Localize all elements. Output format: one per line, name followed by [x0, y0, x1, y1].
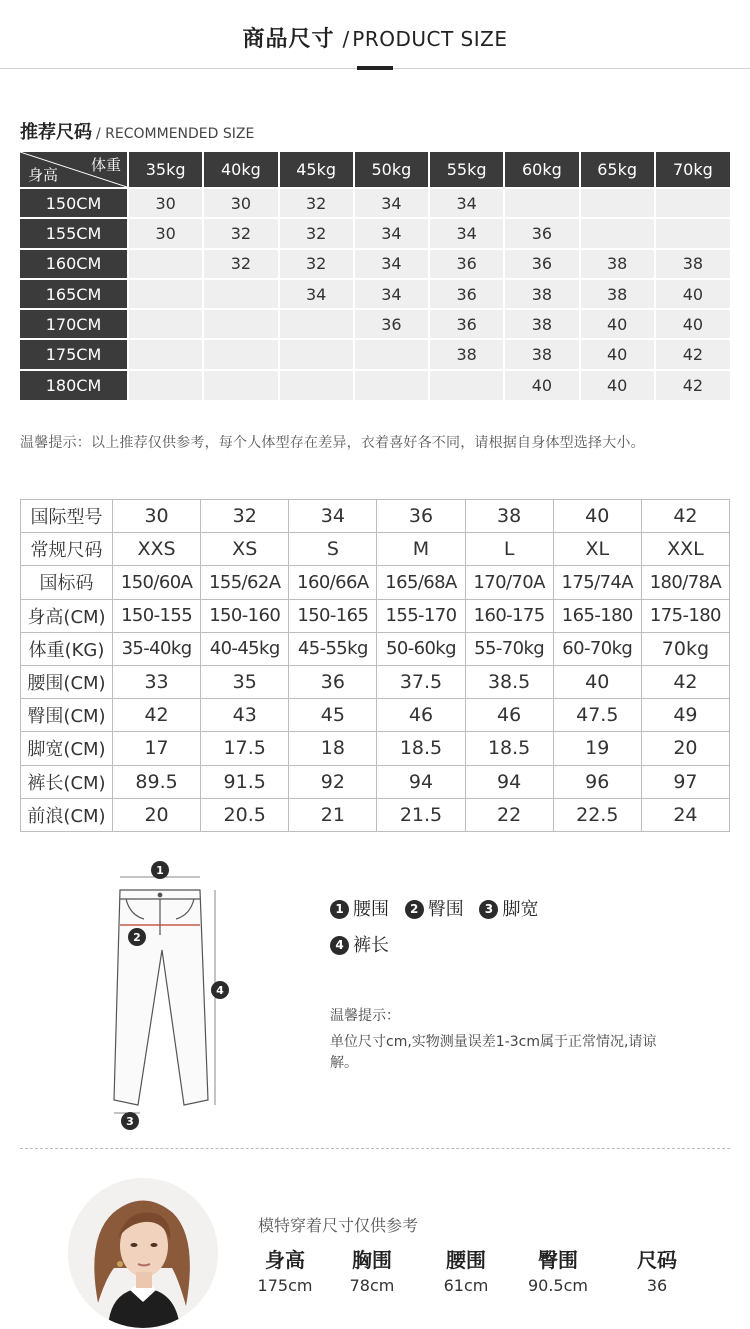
size-spec-cell: XXS: [113, 533, 201, 566]
weight-header: 60kg: [504, 152, 579, 188]
recommended-size-cell: 38: [504, 339, 579, 369]
recommended-heading: [20, 118, 254, 144]
recommended-size-cell: [279, 370, 354, 400]
recommended-size-cell: 32: [203, 218, 278, 248]
recommended-size-cell: [203, 309, 278, 339]
legend-number: 1: [330, 900, 349, 919]
size-spec-cell: M: [377, 533, 465, 566]
recommended-row: [20, 309, 730, 339]
size-spec-cell: L: [465, 533, 553, 566]
recommended-size-cell: 40: [580, 370, 655, 400]
size-spec-cell: 37.5: [377, 665, 465, 698]
model-avatar: [68, 1178, 218, 1328]
size-spec-cell: 20: [641, 732, 729, 765]
size-spec-cell: 22: [465, 798, 553, 831]
legend-label: 腰围: [353, 899, 389, 920]
size-spec-cell: 49: [641, 699, 729, 732]
recommended-size-cell: [279, 309, 354, 339]
model-stat-value: 175cm: [257, 1276, 313, 1295]
size-spec-label: 国标码: [21, 566, 113, 599]
recommendation-tip: 温馨提示：以上推荐仅供参考，每个人体型存在差异，衣着喜好各不同，请根据自身体型选择大小。: [20, 435, 645, 451]
marker-1-label: 1: [156, 864, 164, 877]
size-spec-cell: 40: [553, 665, 641, 698]
size-spec-cell: 40-45kg: [201, 632, 289, 665]
recommended-size-cell: 40: [580, 339, 655, 369]
size-spec-cell: 38.5: [465, 665, 553, 698]
size-spec-row: [21, 765, 730, 798]
recommended-size-cell: 30: [128, 218, 203, 248]
size-spec-label: 脚宽(CM): [21, 732, 113, 765]
recommended-size-cell: 34: [279, 279, 354, 309]
height-row-header: 155CM: [20, 218, 128, 248]
weight-header: 40kg: [203, 152, 278, 188]
size-spec-label: 常规尺码: [21, 533, 113, 566]
size-spec-cell: 96: [553, 765, 641, 798]
size-spec-cell: 180/78A: [641, 566, 729, 599]
weight-header: 45kg: [279, 152, 354, 188]
recommended-size-cell: 34: [354, 188, 429, 218]
legend-label: 脚宽: [502, 899, 539, 920]
recommended-size-cell: 32: [279, 188, 354, 218]
page-title-en: PRODUCT SIZE: [352, 27, 508, 51]
recommended-row: [20, 249, 730, 279]
size-spec-row: [21, 699, 730, 732]
size-spec-row: [21, 732, 730, 765]
recommended-row: [20, 279, 730, 309]
height-row-header: 180CM: [20, 370, 128, 400]
recommended-size-cell: 38: [504, 309, 579, 339]
model-stat-value: 36: [646, 1276, 668, 1295]
recommended-size-cell: [429, 370, 504, 400]
recommended-size-cell: 40: [504, 370, 579, 400]
size-spec-cell: 32: [201, 500, 289, 533]
recommended-size-cell: 38: [429, 339, 504, 369]
recommended-size-cell: [128, 309, 203, 339]
recommended-size-cell: 42: [655, 339, 730, 369]
page-title-cn: 商品尺寸: [242, 27, 335, 52]
recommended-size-cell: 34: [354, 218, 429, 248]
weight-header: 55kg: [429, 152, 504, 188]
size-spec-cell: 24: [641, 798, 729, 831]
recommended-size-cell: [354, 339, 429, 369]
recommended-size-cell: 30: [128, 188, 203, 218]
recommended-size-cell: 40: [655, 309, 730, 339]
recommended-size-cell: [128, 339, 203, 369]
corner-height-label: 身高: [28, 166, 59, 184]
pants-outline: [114, 890, 208, 1105]
recommended-size-cell: 38: [580, 279, 655, 309]
recommended-size-cell: 36: [504, 218, 579, 248]
size-spec-row: [21, 533, 730, 566]
recommended-size-cell: 42: [655, 370, 730, 400]
recommended-size-cell: [128, 279, 203, 309]
size-spec-cell: 35-40kg: [113, 632, 201, 665]
size-spec-cell: 160/66A: [289, 566, 377, 599]
model-stat-hip: [518, 1244, 598, 1295]
size-spec-label: 前浪(CM): [21, 798, 113, 831]
model-stat-value: 90.5cm: [527, 1276, 588, 1295]
legend-row: [330, 895, 548, 931]
size-spec-cell: 175-180: [641, 599, 729, 632]
legend-number: 3: [479, 900, 498, 919]
recommended-size-cell: [655, 218, 730, 248]
size-spec-cell: 45: [289, 699, 377, 732]
size-spec-cell: 38: [465, 500, 553, 533]
recommended-size-cell: 38: [655, 249, 730, 279]
size-spec-row: [21, 566, 730, 599]
size-spec-cell: 155-170: [377, 599, 465, 632]
recommended-size-cell: 34: [429, 218, 504, 248]
size-spec-row: [21, 500, 730, 533]
legend-label: 臀围: [427, 899, 464, 920]
size-spec-cell: 55-70kg: [465, 632, 553, 665]
size-spec-cell: 47.5: [553, 699, 641, 732]
size-spec-cell: 97: [641, 765, 729, 798]
recommended-size-cell: [203, 370, 278, 400]
size-spec-row: [21, 798, 730, 831]
recommended-size-cell: 36: [504, 249, 579, 279]
legend-number: 4: [330, 936, 349, 955]
size-spec-cell: 60-70kg: [553, 632, 641, 665]
recommended-size-cell: 38: [504, 279, 579, 309]
model-stat-height: [245, 1244, 325, 1295]
marker-2-label: 2: [133, 931, 141, 944]
recommended-size-cell: [128, 370, 203, 400]
recommended-size-cell: 36: [354, 309, 429, 339]
model-stat-key: 腰围: [446, 1248, 486, 1272]
size-spec-cell: 21: [289, 798, 377, 831]
size-spec-cell: 89.5: [113, 765, 201, 798]
recommended-title-en: / RECOMMENDED SIZE: [96, 126, 255, 142]
model-stat-value: 61cm: [443, 1276, 489, 1295]
size-spec-cell: 165-180: [553, 599, 641, 632]
recommended-size-cell: 32: [279, 218, 354, 248]
size-spec-cell: 160-175: [465, 599, 553, 632]
legend-item-waist: [330, 895, 389, 921]
model-reference-title: 模特穿着尺寸仅供参考: [258, 1216, 419, 1235]
size-spec-row: [21, 599, 730, 632]
size-spec-cell: 42: [641, 500, 729, 533]
size-spec-cell: 150-165: [289, 599, 377, 632]
recommended-size-cell: 32: [203, 249, 278, 279]
size-spec-cell: 43: [201, 699, 289, 732]
size-spec-cell: XXL: [641, 533, 729, 566]
recommended-row: [20, 188, 730, 218]
model-stat-bust: [332, 1244, 412, 1295]
size-spec-cell: 42: [641, 665, 729, 698]
recommended-size-cell: [203, 339, 278, 369]
size-spec-cell: 94: [465, 765, 553, 798]
page-title: [0, 22, 750, 53]
recommended-row: [20, 218, 730, 248]
size-spec-cell: 40: [553, 500, 641, 533]
recommended-size-cell: [128, 249, 203, 279]
size-spec-cell: 33: [113, 665, 201, 698]
recommended-size-cell: [655, 188, 730, 218]
size-spec-cell: 150-160: [201, 599, 289, 632]
size-spec-label: 体重(KG): [21, 632, 113, 665]
size-spec-cell: 18: [289, 732, 377, 765]
model-portrait: [68, 1178, 218, 1328]
recommended-size-cell: 36: [429, 309, 504, 339]
size-spec-cell: 70kg: [641, 632, 729, 665]
height-row-header: 170CM: [20, 309, 128, 339]
recommended-size-cell: 40: [655, 279, 730, 309]
legend-item-length: [330, 931, 389, 957]
recommended-size-cell: 36: [429, 249, 504, 279]
model-stat-key: 身高: [265, 1248, 305, 1272]
size-spec-cell: 170/70A: [465, 566, 553, 599]
model-stat-size: [617, 1244, 697, 1295]
size-spec-cell: S: [289, 533, 377, 566]
height-row-header: 160CM: [20, 249, 128, 279]
recommended-size-cell: [504, 188, 579, 218]
recommended-size-cell: 34: [354, 249, 429, 279]
legend-row: [330, 931, 548, 967]
recommended-size-cell: [580, 188, 655, 218]
weight-header: 70kg: [655, 152, 730, 188]
height-row-header: 165CM: [20, 279, 128, 309]
model-stat-key: 尺码: [637, 1248, 677, 1272]
height-row-header: 150CM: [20, 188, 128, 218]
model-stat-waist: [426, 1244, 506, 1295]
title-separator: /: [342, 27, 350, 51]
size-spec-cell: 18.5: [377, 732, 465, 765]
size-spec-cell: XS: [201, 533, 289, 566]
model-stat-value: 78cm: [349, 1276, 395, 1295]
model-stat-key: 胸围: [352, 1248, 392, 1272]
recommended-size-table: [20, 152, 730, 400]
size-spec-cell: 22.5: [553, 798, 641, 831]
size-spec-table: [20, 499, 730, 832]
size-spec-row: [21, 665, 730, 698]
weight-header: 50kg: [354, 152, 429, 188]
size-spec-cell: 17.5: [201, 732, 289, 765]
recommended-size-cell: 38: [580, 249, 655, 279]
size-spec-label: 腰围(CM): [21, 665, 113, 698]
size-spec-cell: 46: [465, 699, 553, 732]
recommended-size-cell: 40: [580, 309, 655, 339]
recommended-title-cn: 推荐尺码: [20, 122, 92, 143]
model-stat-key: 臀围: [538, 1248, 578, 1272]
recommended-row: [20, 370, 730, 400]
recommended-size-cell: 34: [354, 279, 429, 309]
size-spec-cell: 91.5: [201, 765, 289, 798]
legend-number: 2: [405, 900, 424, 919]
size-spec-label: 裤长(CM): [21, 765, 113, 798]
size-spec-cell: 36: [377, 500, 465, 533]
recommended-size-cell: 30: [203, 188, 278, 218]
recommended-size-cell: [354, 370, 429, 400]
marker-3-label: 3: [126, 1115, 134, 1128]
pants-measurement-diagram: [100, 855, 250, 1135]
section-divider: [20, 1148, 730, 1149]
size-spec-cell: 50-60kg: [377, 632, 465, 665]
header-accent-bar: [357, 66, 393, 70]
size-spec-cell: 92: [289, 765, 377, 798]
weight-header: 35kg: [128, 152, 203, 188]
recommended-size-cell: [580, 218, 655, 248]
size-spec-cell: 45-55kg: [289, 632, 377, 665]
size-spec-cell: 150/60A: [113, 566, 201, 599]
weight-header-row: [20, 152, 730, 188]
recommended-size-cell: 36: [429, 279, 504, 309]
size-spec-cell: 175/74A: [553, 566, 641, 599]
size-spec-cell: 155/62A: [201, 566, 289, 599]
size-spec-cell: 46: [377, 699, 465, 732]
table-corner-cell: [20, 152, 128, 188]
legend-item-hip: [405, 895, 464, 921]
size-spec-cell: 94: [377, 765, 465, 798]
size-spec-cell: 36: [289, 665, 377, 698]
size-spec-label: 身高(CM): [21, 599, 113, 632]
size-spec-label: 国际型号: [21, 500, 113, 533]
recommended-size-cell: [203, 279, 278, 309]
height-row-header: 175CM: [20, 339, 128, 369]
button-icon: [158, 893, 162, 897]
recommended-size-cell: [279, 339, 354, 369]
size-spec-row: [21, 632, 730, 665]
size-spec-cell: XL: [553, 533, 641, 566]
size-spec-cell: 20.5: [201, 798, 289, 831]
size-spec-cell: 30: [113, 500, 201, 533]
note-body: 单位尺寸cm,实物测量误差1-3cm属于正常情况,请谅解。: [330, 1034, 657, 1071]
recommended-row: [20, 339, 730, 369]
size-spec-cell: 17: [113, 732, 201, 765]
size-spec-cell: 35: [201, 665, 289, 698]
page-header: [0, 0, 750, 70]
size-spec-label: 臀围(CM): [21, 699, 113, 732]
legend-item-hem: [479, 895, 538, 921]
marker-4-label: 4: [216, 984, 224, 997]
recommended-size-cell: 34: [429, 188, 504, 218]
size-spec-cell: 18.5: [465, 732, 553, 765]
size-spec-cell: 21.5: [377, 798, 465, 831]
legend-label: 裤长: [353, 935, 389, 956]
corner-weight-label: 体重: [90, 156, 121, 174]
size-spec-cell: 165/68A: [377, 566, 465, 599]
size-spec-cell: 34: [289, 500, 377, 533]
size-spec-cell: 20: [113, 798, 201, 831]
size-spec-cell: 42: [113, 699, 201, 732]
size-spec-cell: 150-155: [113, 599, 201, 632]
size-spec-cell: 19: [553, 732, 641, 765]
note-title: 温馨提示：: [330, 1008, 400, 1024]
measurement-legend: [330, 895, 548, 967]
recommended-size-cell: 32: [279, 249, 354, 279]
weight-header: 65kg: [580, 152, 655, 188]
